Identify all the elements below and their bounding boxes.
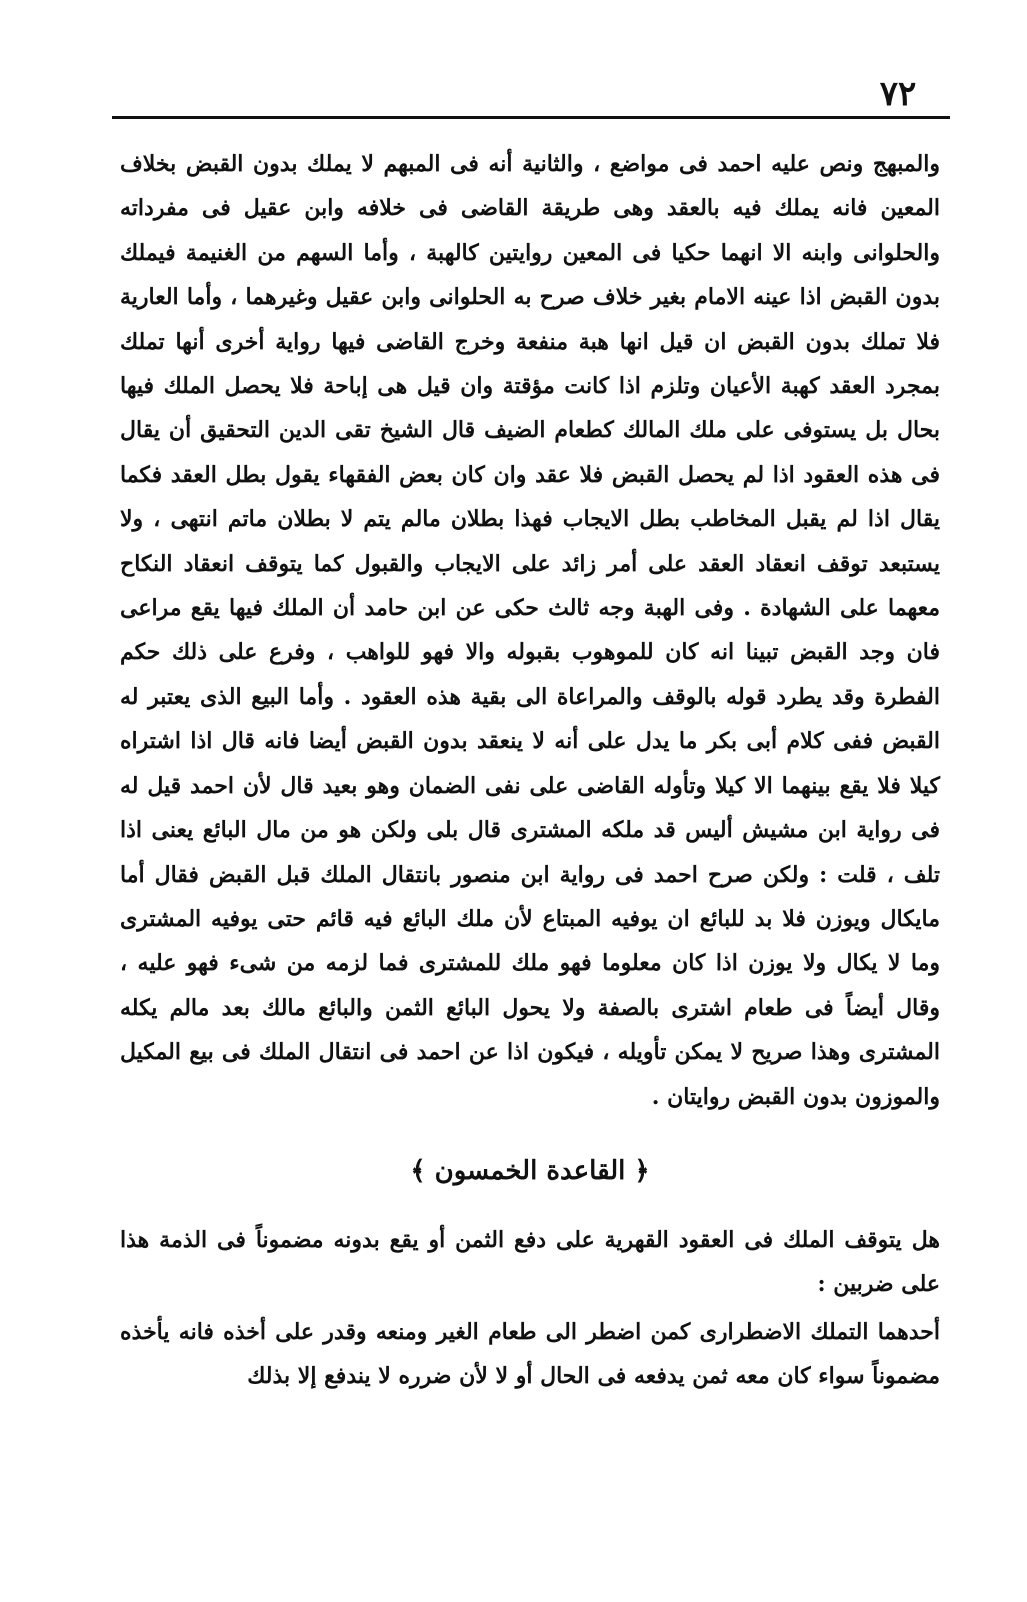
header-rule [112, 116, 950, 119]
page-number: ٧٢ [879, 74, 917, 114]
paragraph-continued-text: والمبهج ونص عليه احمد فى مواضع ، والثانية أنه فى المبهم لا يملك بدون القبض بخلاف المعين فانه يملك فيه بالعقد وهى طريقة القاضى فى خلافه وابن عقيل فى مفرداته والحلوانى وابنه الا انهما حكيا فى المعين روايتين كالهبة ، وأما السهم من الغنيمة فيملك بدون القبض اذا عينه الامام بغير خلاف صرح به الحلوانى وابن عقيل وغيرهما ، وأما العارية فلا تملك بدون القبض ان قيل انها هبة منفعة وخرج القاضى فيها رواية أخرى أنها تملك بمجرد العقد كهبة الأعيان وتلزم اذا كانت مؤقتة وان قيل هى إباحة فلا يحصل الملك فيها بحال بل يستوفى على ملك المالك كطعام الضيف قال الشيخ تقى الدين التحقيق أن يقال فى هذه العقود اذا لم يحصل القبض فلا عقد وان كان بعض الفقهاء يقول بطل العقد فكما يقال اذا لم يقبل المخاطب بطل الايجاب فهذا بطلان مالم يتم لا بطلان ماتم انتهى ، ولا يستبعد توقف انعقاد العقد على أمر زائد على الايجاب والقبول كما يتوقف انعقاد النكاح معهما على الشهادة . وفى الهبة وجه ثالث حكى عن ابن حامد أن الملك فيها يقع مراعى فان وجد القبض تبينا انه كان للموهوب بقبوله والا فهو للواهب ، وفرع على ذلك حكم الفطرة وقد يطرد قوله بالوقف والمراعاة الى بقية هذه العقود . وأما البيع الذى يعتبر له القبض ففى كلام أبى بكر ما يدل على أنه لا ينعقد بدون القبض أيضا فانه قال اذا اشتراه كيلا فلا يقع بينهما الا كيلا وتأوله القاضى على نفى الضمان وهو بعيد قال لأن احمد قيل له فى رواية ابن مشيش أليس قد ملكه المشترى قال بلى ولكن هو من مال البائع يعنى اذا تلف ، قلت : ولكن صرح احمد فى رواية ابن منصور بانتقال الملك قبل القبض فقال أما مايكال ويوزن فلا بد للبائع ان يوفيه المبتاع لأن ملك البائع فيه قائم حتى يوفيه المشترى وما لا يكال ولا يوزن اذا كان معلوما فهو ملك للمشترى فما لزمه من شىء فهو عليه ، وقال أيضاً فى طعام اشترى بالصفة ولا يحول البائع الثمن والبائع مالك بعد مالم يكله المشترى وهذا صريح لا يمكن تأويله ، فيكون اذا عن احمد فى انتقال الملك فى بيع المكيل والموزون بدون القبض روايتان . [120, 151, 940, 1110]
section-title: ﴿ القاعدة الخمسون ﴾ [410, 1156, 650, 1186]
paragraph-first-type: أحدهما التملك الاضطرارى كمن اضطر الى طعام الغير ومنعه وقدر على أخذه فانه يأخذه مضموناً سواء كان معه ثمن يدفعه فى الحال أو لا لأن ضرره لا يندفع إلا بذلك [120, 1319, 940, 1390]
paragraph-rule-question: هل يتوقف الملك فى العقود القهرية على دفع الثمن أو يقع بدونه مضموناً فى الذمة هذا على ضربين : [120, 1227, 940, 1298]
